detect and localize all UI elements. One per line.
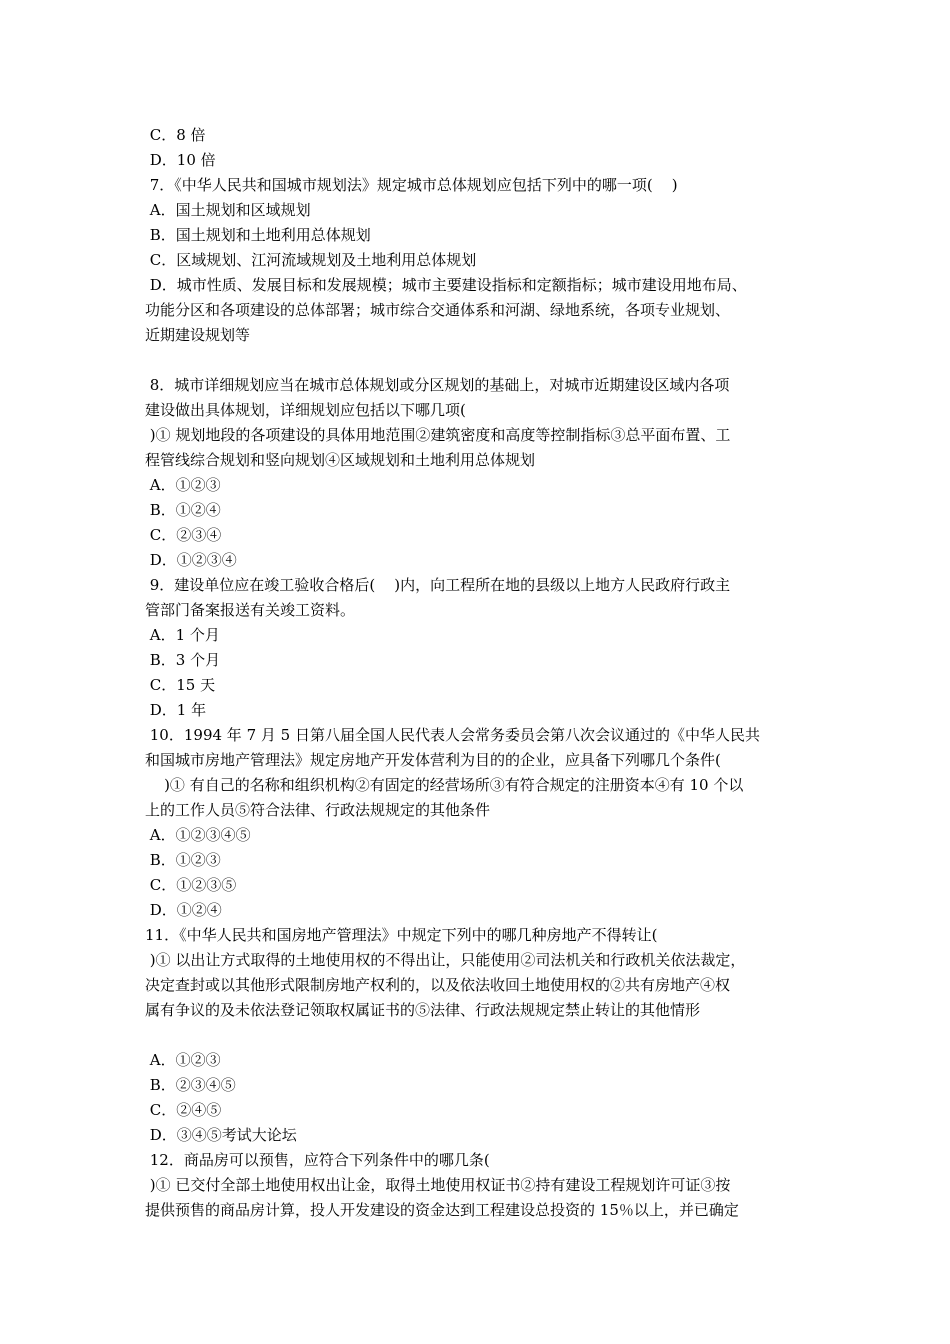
text-line: 提供预售的商品房计算，投人开发建设的资金达到工程建设总投资的 15％以上，并已确定 xyxy=(145,1201,739,1219)
text-line: C．①②③⑤ xyxy=(145,876,237,894)
text-line: D．1 年 xyxy=(145,701,207,719)
text-line: A．①②③ xyxy=(145,1051,221,1069)
document-page xyxy=(145,123,825,1223)
text-line: D．①②③④ xyxy=(145,551,237,569)
text-line: D．③④⑤考试大论坛 xyxy=(145,1126,297,1144)
text-line: 决定查封或以其他形式限制房地产权利的，以及依法收回土地使用权的②共有房地产④权 xyxy=(145,976,731,994)
text-line: 7．《中华人民共和国城市规划法》规定城市总体规划应包括下列中的哪一项( ) xyxy=(145,176,678,194)
text-line: 上的工作人员⑤符合法律、行政法规规定的其他条件 xyxy=(145,801,491,819)
text-line: A．国土规划和区域规划 xyxy=(145,201,311,219)
text-line: 近期建设规划等 xyxy=(145,326,251,344)
text-line: B．3 个月 xyxy=(145,651,221,669)
text-line: 9．建设单位应在竣工验收合格后( )内，向工程所在地的县级以上地方人民政府行政主 xyxy=(145,576,731,594)
text-line: 功能分区和各项建设的总体部署；城市综合交通体系和河湖、绿地系统，各项专业规划、 xyxy=(145,301,731,319)
text-line: D．①②④ xyxy=(145,901,222,919)
text-line: B．国土规划和土地利用总体规划 xyxy=(145,226,371,244)
text-line: A．1 个月 xyxy=(145,626,220,644)
text-line: A．①②③④⑤ xyxy=(145,826,251,844)
blank-line xyxy=(145,348,825,373)
text-line: )① 规划地段的各项建设的具体用地范围②建筑密度和高度等控制指标③总平面布置、工 xyxy=(145,426,731,444)
text-line: D．城市性质、发展目标和发展规模；城市主要建设指标和定额指标；城市建设用地布局、 xyxy=(145,276,747,294)
text-line: 和国城市房地产管理法》规定房地产开发体营利为目的的企业，应具备下列哪几个条件( xyxy=(145,751,721,769)
text-line: C．②④⑤ xyxy=(145,1101,222,1119)
text-line: C．②③④ xyxy=(145,526,222,544)
text-line: D．10 倍 xyxy=(145,151,216,169)
text-line: C．区域规划、江河流域规划及土地利用总体规划 xyxy=(145,251,477,269)
text-line: 建设做出具体规划，详细规划应包括以下哪几项( xyxy=(145,401,466,419)
text-line: 11．《中华人民共和国房地产管理法》中规定下列中的哪几种房地产不得转让( xyxy=(145,926,658,944)
text-line: C．15 天 xyxy=(145,676,216,694)
text-line: )① 已交付全部土地使用权出让金，取得土地使用权证书②持有建设工程规划许可证③按 xyxy=(145,1176,731,1194)
text-line: B．②③④⑤ xyxy=(145,1076,236,1094)
text-line: C．8 倍 xyxy=(145,126,206,144)
text-line: B．①②③ xyxy=(145,851,221,869)
text-line: )① 有自己的名称和组织机构②有固定的经营场所③有符合规定的注册资本④有 10 个以 xyxy=(145,776,744,794)
text-line: A．①②③ xyxy=(145,476,221,494)
text-line: 程管线综合规划和竖向规划④区域规划和土地利用总体规划 xyxy=(145,451,536,469)
text-line: 8．城市详细规划应当在城市总体规划或分区规划的基础上，对城市近期建设区域内各项 xyxy=(145,376,730,394)
text-line: 10．1994 年 7 月 5 日第八届全国人民代表人会常务委员会第八次会议通过的《中华人民共 xyxy=(145,726,760,744)
text-line: 12．商品房可以预售，应符合下列条件中的哪几条( xyxy=(145,1151,490,1169)
blank-line xyxy=(145,1023,825,1048)
text-line: 管部门备案报送有关竣工资料。 xyxy=(145,601,356,619)
text-line: B．①②④ xyxy=(145,501,221,519)
text-line: 属有争议的及未依法登记领取权属证书的⑤法律、行政法规规定禁止转让的其他情形 xyxy=(145,1001,701,1019)
text-line: )① 以出让方式取得的土地使用权的不得出让，只能使用②司法机关和行政机关依法裁定， xyxy=(145,951,746,969)
